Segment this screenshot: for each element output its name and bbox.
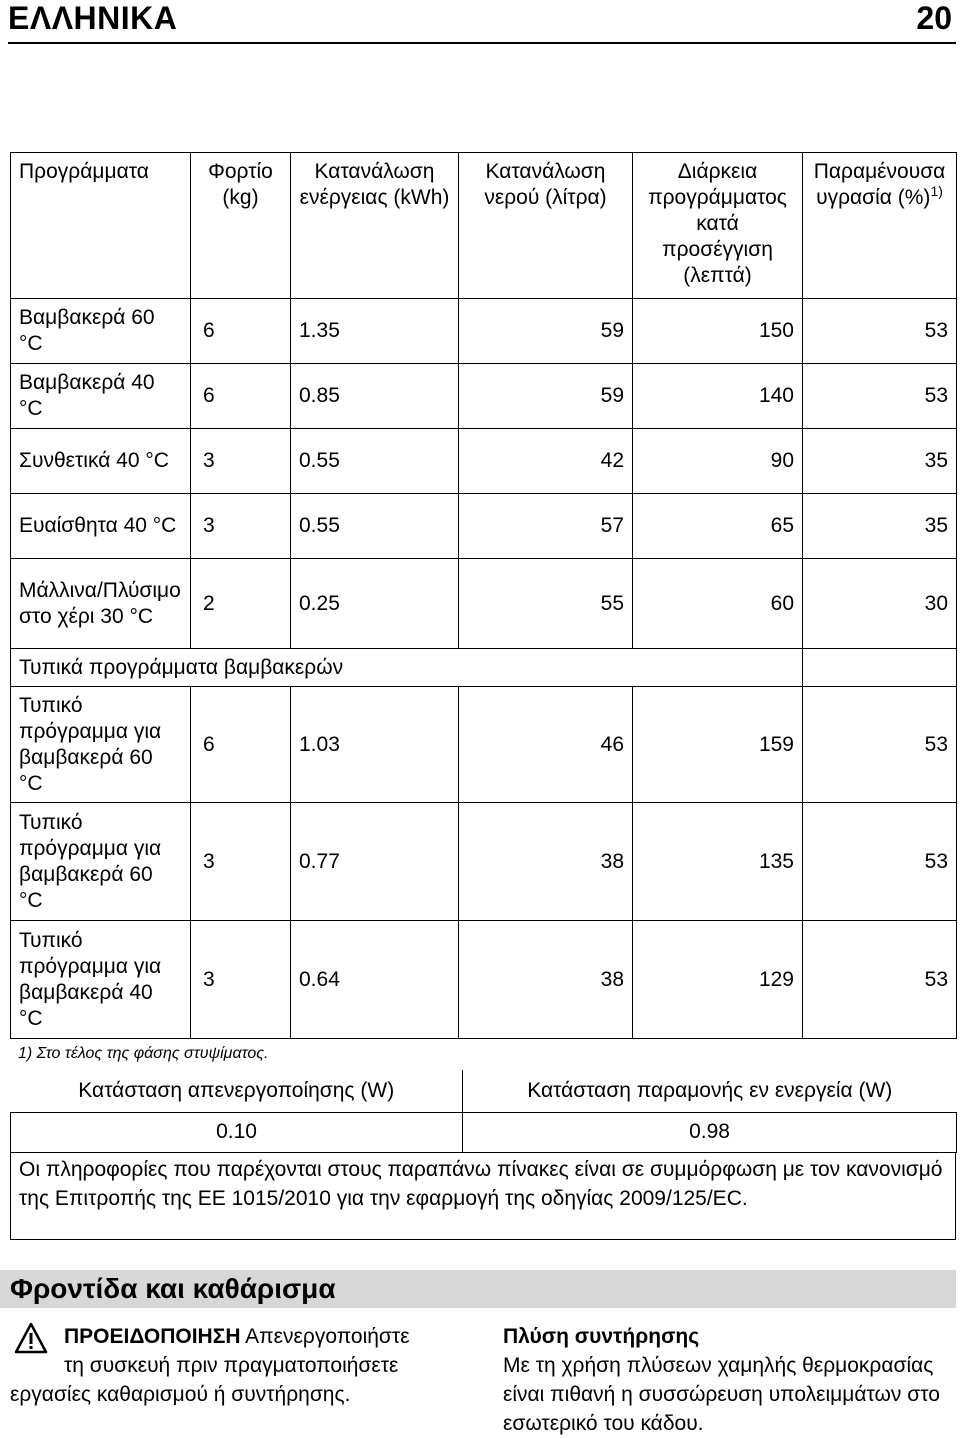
standard-section-label: Τυπικά προγράμματα βαμβακερών	[11, 649, 803, 687]
page-number: 20	[916, 0, 952, 36]
program-table	[10, 152, 957, 1039]
table-row: Βαμβακερά 40 °C 6 0.85 59 140 53	[11, 364, 957, 429]
header-water: Κατανάλωση νερού (λίτρα)	[459, 153, 633, 299]
warning-line-1: ΠΡΟΕΙΔΟΠΟΙΗΣΗ Απενεργοποιήστε	[64, 1325, 410, 1348]
standby-mode-value: 0.98	[463, 1112, 957, 1152]
header-duration: Διάρκεια προγράμματος κατά προσέγγιση (λεπτά)	[633, 153, 803, 299]
off-mode-value: 0.10	[11, 1112, 463, 1152]
table-row: Ευαίσθητα 40 °C 3 0.55 57 65 35	[11, 494, 957, 559]
warning-label: ΠΡΟΕΙΔΟΠΟΙΗΣΗ	[64, 1325, 241, 1348]
table-row: Μάλλινα/Πλύσιμο στο χέρι 30 °C 2 0.25 55 60 30	[11, 559, 957, 649]
header-moisture: Παραμένουσα υγρασία (%)$^{1)}$	[803, 153, 957, 299]
warning-line-3: εργασίες καθαρισμού ή συντήρησης.	[10, 1383, 351, 1406]
header-energy: Κατανάλωση ενέργειας (kWh)	[291, 153, 459, 299]
footnote: 1) Στο τέλος της φάσης στυψίματος.	[18, 1045, 269, 1062]
section-title: Φροντίδα και καθάρισμα	[0, 1270, 956, 1308]
compliance-text: Οι πληροφορίες που παρέχονται στους παραπάνω πίνακες είναι σε συμμόρφωση με τον κανονισμό της Επιτροπής της ΕΕ 1015/2010 για την εφαρμογή της οδηγίας 2009/125/EC.	[10, 1152, 956, 1240]
standard-section-row	[11, 649, 957, 687]
maintenance-title: Πλύση συντήρησης	[503, 1325, 700, 1348]
table-row: Τυπικό πρόγραμμα για βαμβακερά 40 °C 3 0.64 38 129 53	[11, 921, 957, 1039]
table-row: Τυπικό πρόγραμμα για βαμβακερά 60 °C 3 0.77 38 135 53	[11, 803, 957, 921]
standby-mode-label: Κατάσταση παραμονής εν ενεργεία (W)	[463, 1070, 957, 1112]
header-rule	[8, 42, 956, 44]
power-table	[10, 1070, 957, 1153]
maintenance-body: Με τη χρήση πλύσεων χαμηλής θερμοκρασίας είναι πιθανή η συσσώρευση υπολειμμάτων στο εσωτερικό του κάδου.	[503, 1354, 940, 1435]
table-row: Βαμβακερά 60 °C 6 1.35 59 150 53	[11, 299, 957, 364]
warning-line-2: τη συσκευή πριν πραγματοποιήσετε	[64, 1354, 399, 1377]
header-program: Προγράμματα	[11, 153, 191, 299]
table-row: Τυπικό πρόγραμμα για βαμβακερά 60 °C 6 1.03 46 159 53	[11, 687, 957, 803]
warning-icon	[14, 1322, 48, 1354]
header-load: Φορτίο (kg)	[191, 153, 291, 299]
table-row: Συνθετικά 40 °C 3 0.55 42 90 35	[11, 429, 957, 494]
language-label: ΕΛΛΗΝΙΚΑ	[8, 0, 178, 36]
off-mode-label: Κατάσταση απενεργοποίησης (W)	[11, 1070, 463, 1112]
